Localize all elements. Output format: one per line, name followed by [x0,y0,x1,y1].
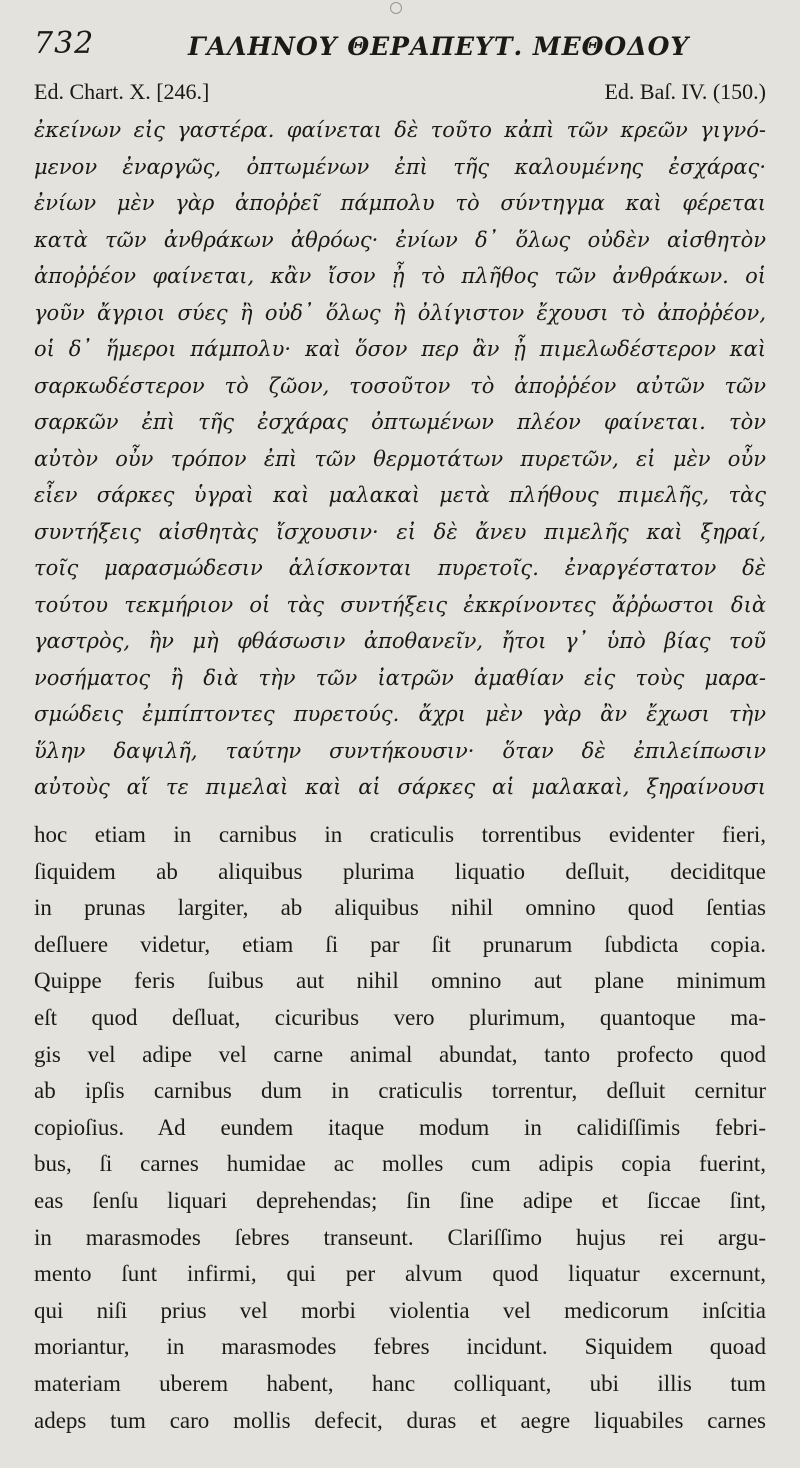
latin-text-line: eſt quod deſluat, cicuribus vero plurimum, quantoque ma- [34,1004,766,1030]
greek-text-line: αὐτοὺς αἵ τε πιμελαὶ καὶ αἱ σάρκες αἱ μαλακαὶ, ξηραίνουσι [34,775,766,799]
greek-text-line: κατὰ τῶν ἀνθράκων ἀθρόως· ἐνίων δ᾽ ὅλως οὐδὲν αἰσθητὸν [34,227,766,252]
latin-text-line: qui niſi prius vel morbi violentia vel medicorum inſcitia [34,1297,766,1323]
latin-text-line: eas ſenſu liquari deprehendas; ſin ſine adipe et ſiccae ſint, [34,1187,766,1213]
latin-text-line: bus, ſi carnes humidae ac molles cum adipis copia fuerint, [34,1151,766,1177]
latin-text-line: gis vel adipe vel carne animal abundat, tanto profecto quod [34,1041,766,1067]
greek-text-line: σμώδεις ἐμπίπτοντες πυρετούς. ἄχρι μὲν γὰρ ἂν ἔχωσι τὴν [34,702,766,726]
greek-text-line: τούτου τεκμήριον οἱ τὰς συντήξεις ἐκκρίνοντες ἄῤῥωστοι διὰ [34,592,766,617]
greek-text-line: ἐνίων μὲν γὰρ ἀποῤῥεῖ πάμπολυ τὸ σύντηγμα καὶ φέρεται [34,191,766,215]
page-number: 732 [34,26,95,61]
latin-text-line: materiam uberem habent, hanc colliquant, ubi illis tum [34,1370,766,1396]
page-header [0,0,800,110]
greek-text-line: γαστρὸς, ἢν μὴ φθάσωσιν ἀποθανεῖν, ἤτοι γ᾽ ὑπὸ βίας τοῦ [34,629,766,653]
greek-text-line: νοσήματος ἢ διὰ τὴν τῶν ἰατρῶν ἀμαθίαν εἰς τοὺς μαρα- [34,665,766,690]
greek-text-line: εἶεν σάρκες ὑγραὶ καὶ μαλακαὶ μετὰ πλήθους πιμελῆς, τὰς [34,483,766,507]
greek-text-line: μενον ἐναργῶς, ὀπτωμένων ἐπὶ τῆς καλουμένης ἐσχάρας· [34,154,766,179]
greek-text-line: ὕλην δαψιλῆ, ταύτην συντήκουσιν· ὅταν δὲ ἐπιλείπωσιν [34,738,766,763]
latin-text-line: adeps tum caro mollis defecit, duras et aegre liquabiles carnes [34,1407,766,1433]
greek-text-line: σαρκῶν ἐπὶ τῆς ἐσχάρας ὀπτωμένων πλέον φαίνεται. τὸν [34,410,766,434]
latin-text-line: in prunas largiter, ab aliquibus nihil omnino quod ſentias [34,895,766,921]
latin-text-line: moriantur, in marasmodes febres incidunt. Siquidem quoad [34,1334,766,1360]
greek-text-line: ἀποῤῥέον φαίνεται, κἂν ἴσον ᾖ τὸ πλῆθος τῶν ἀνθράκων. οἱ [34,264,766,288]
greek-text-line: γοῦν ἄγριοι σύες ἢ οὐδ᾽ ὅλως ἢ ὀλίγιστον ἔχουσι τὸ ἀποῤῥέον, [34,300,766,325]
edition-reference-chartier: Ed. Chart. X. [246.] [34,79,210,104]
latin-translation-block [34,817,766,1439]
latin-text-line: mento ſunt infirmi, qui per alvum quod liquatur excernunt, [34,1261,766,1287]
latin-text-line: Quippe feris ſuibus aut nihil omnino aut plane minimum [34,968,766,994]
latin-text-line: deſluere videtur, etiam ſi par ſit prunarum ſubdicta copia. [34,931,766,957]
latin-text-line: ſiquidem ab aliquibus plurima liquatio deſluit, deciditque [34,858,766,884]
greek-text-line: ἐκείνων εἰς γαστέρα. φαίνεται δὲ τοῦτο κἀπὶ τῶν κρεῶν γιγνό- [34,118,766,142]
latin-text-line: in marasmodes ſebres transeunt. Clariſſimo hujus rei argu- [34,1224,766,1250]
greek-text-block [34,112,766,806]
greek-text-line: οἱ δ᾽ ἥμεροι πάμπολυ· καὶ ὅσον περ ἂν ᾖ πιμελωδέστερον καὶ [34,337,766,361]
greek-text-line: σαρκωδέστερον τὸ ζῶον, τοσοῦτον τὸ ἀποῤῥέον αὐτῶν τῶν [34,373,766,398]
latin-text-line: copioſius. Ad eundem itaque modum in calidiſſimis febri- [34,1114,766,1140]
greek-text-line: συντήξεις αἰσθητὰς ἴσχουσιν· εἰ δὲ ἄνευ πιμελῆς καὶ ξηραί, [34,519,766,544]
latin-text-line: hoc etiam in carnibus in craticulis torrentibus evidenter fieri, [34,822,766,847]
edition-reference-basel: Ed. Baſ. IV. (150.) [604,79,766,104]
greek-text-line: αὐτὸν οὖν τρόπον ἐπὶ τῶν θερμοτάτων πυρετῶν, εἰ μὲν οὖν [34,446,766,471]
greek-text-line: τοῖς μαρασμώδεσιν ἁλίσκονται πυρετοῖς. ἐναργέστατον δὲ [34,556,766,580]
running-title: ΓΑΛΗΝΟΥ ΘΕΡΑΠΕΥΤ. ΜΕΘΟΔΟΥ [188,32,690,61]
latin-text-line: ab ipſis carnibus dum in craticulis torrentur, deſluit cernitur [34,1078,766,1104]
